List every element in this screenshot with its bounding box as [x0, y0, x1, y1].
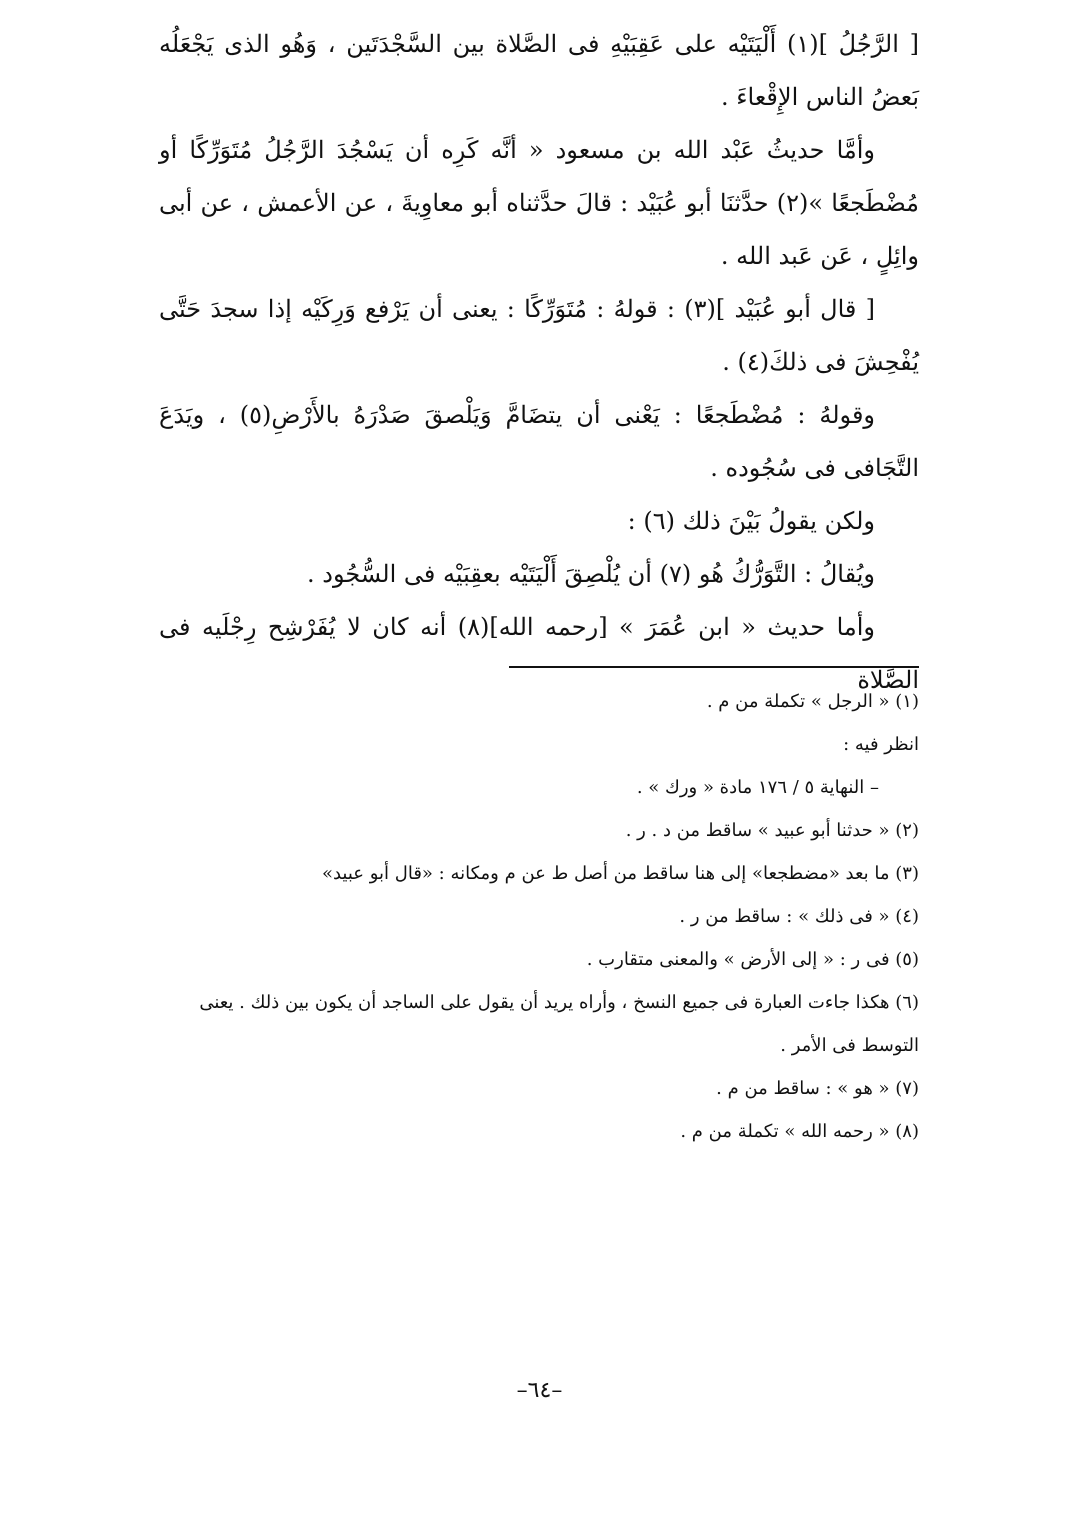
footnote-6: (٦) هكذا جاءت العبارة فى جميع النسخ ، وأراه يريد أن يقول على الساجد أن يكون بين ذلك . يعنى التوسط فى الأمر . — [199, 992, 919, 1056]
main-text — [159, 18, 919, 707]
footnote-2: (٢) « حدثنا أبو عبيد » ساقط من د . ر . — [625, 820, 919, 841]
paragraph-4: وقولهُ : مُضْطَجعًا : يَعْنى أن يتضَامَّ وَيَلْصقَ صَدْرَهُ بالأَرْضِ(٥) ، ويَدَعَ التَّجَافى فى سُجُوده . — [159, 401, 919, 482]
paragraph-5: ولكن يقولُ بَيْنَ ذلك (٦) : — [627, 507, 875, 535]
footnote-7: (٧) « هو » : ساقط من م . — [716, 1078, 919, 1099]
footnotes — [159, 680, 919, 1153]
footnote-5: (٥) فى ر : « إلى الأرض » والمعنى متقارب . — [586, 949, 919, 970]
footnote-1-see-label: انظر فيه : — [843, 734, 919, 755]
footnote-8: (٨) « رحمه الله » تكملة من م . — [680, 1121, 919, 1142]
paragraph-3: [ قال أبو عُبَيْد ](٣) : قولهُ : مُتَوَرِّكًا : يعنى أن يَرْفع وَرِكَيْه إذا سجدَ حَتَّى يُفْحِشَ فى ذلكَ(٤) . — [159, 295, 919, 376]
paragraph-6: ويُقالُ : التَّوَرُّكُ هُو (٧) أن يُلْصِقَ أَلْيَتَيْه بعقِبَيْه فى السُّجُود . — [307, 560, 875, 588]
footnote-1-reference: – النهاية ٥ / ١٧٦ مادة « ورك » . — [636, 777, 879, 798]
paragraph-2: وأمَّا حديثُ عَبْد الله بن مسعود « أنَّه كَرِه أن يَسْجُدَ الرَّجُلُ مُتَوَرِّكًا أو مُضْطَجعًا »(٢) حدَّثنَا أبو عُبَيْد : قالَ حدَّثناه أبو معاوِيةَ ، عن الأعمش ، عن أبى وائِلٍ ، عَن عَبد الله . — [159, 136, 919, 270]
footnote-3: (٣) ما بعد «مضطجعا» إلى هنا ساقط من أصل ط عن م ومكانه : «قال أبو عبيد» — [321, 863, 919, 884]
page-number: –٦٤– — [516, 1378, 563, 1403]
footnote-4: (٤) « فى ذلك » : ساقط من ر . — [679, 906, 919, 927]
footnote-divider — [509, 666, 919, 668]
footnote-1: (١) « الرجل » تكملة من م . — [706, 691, 919, 712]
paragraph-1: [ الرَّجُلُ ](١) أَلْيَتَيْه على عَقِبَيْهِ فى الصَّلاة بين السَّجْدَتَين ، وَهُو الذى يَجْعَلُه بَعضُ الناس الإِقْعاءَ . — [159, 30, 919, 111]
paragraph-7: وأما حديث « ابن عُمَرَ » [رحمه الله](٨) أنه كان لا يُفَرْشِح رِجْلَيه فى الصَّلاة — [159, 613, 919, 694]
